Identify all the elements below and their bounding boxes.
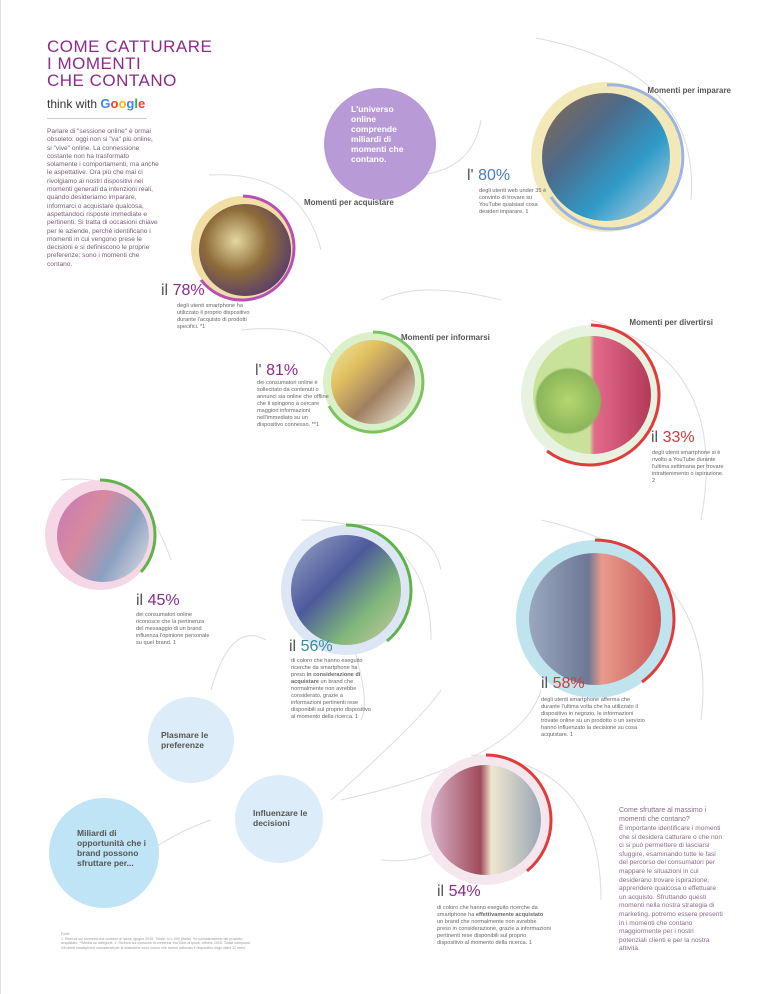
divertirsi-desc: degli utenti smartphone si è rivolto a YouTube durante l'ultima settimana per trovare intrattenimento o ispirazione. 2 — [652, 450, 724, 484]
google-wordmark: Google — [100, 96, 146, 111]
sources-text: 1. Ricerca sui momenti che contano di Ipsos, giugno 2015. Totale: n=1.000 (Italia). *In considerazione del prodotto acquistato. **Media su categorie. 2. Ricerca sul consumo di contenuti YouTube di Ipsos, ottobre 2015. Totale campione. Gli utenti smartphone considerati per le statistiche sono coloro che hanno utilizzato il dispositivo negli ultimi 12 mesi. — [61, 936, 251, 950]
stat54-desc: di coloro che hanno eseguito ricerche da smartphone ha effettivamente acquistato un brand che normalmente non avrebbe preso in considerazione, grazie a informazioni pertinenti rese disponibili sul proprio dispositivo al momento della ricerca. 1 — [437, 905, 551, 946]
stat58-desc: degli utenti smartphone afferma che durante l'ultima volta che ha utilizzato il dispositivo in negozio, le informazioni trovate online su un prodotto o un servizio hanno influenzato la decisione su cosa acquistare. 1 — [541, 697, 645, 738]
stat56-desc: di coloro che hanno eseguito ricerche da smartphone ha preso in considerazione di acquistare un brand che normalmente non avrebbe considerato, grazie a informazioni pertinenti rese disponibili sul proprio dispositivo al momento della ricerca. 1 — [291, 658, 371, 720]
stat58: il 58% — [541, 675, 585, 692]
imparare-desc: degli utenti web under 35 è convinto di trovare su YouTube qualsiasi cosa desideri imparare. 1 — [479, 188, 547, 215]
title-line-3: CHE CONTANO — [47, 71, 177, 90]
brand-prefix: think with — [47, 97, 98, 111]
stat54-ring — [417, 751, 555, 889]
divertirsi-stat: il 33% — [651, 429, 695, 446]
imparare-ring — [529, 79, 685, 235]
closing-question: Come sfruttare al massimo i momenti che contano? — [619, 807, 707, 823]
brand-logo — [47, 96, 145, 111]
stat54: il 54% — [437, 883, 481, 900]
stat56: il 56% — [289, 638, 333, 655]
informarsi-label: Momenti per informarsi — [401, 333, 490, 342]
acquistare-desc: degli utenti smartphone ha utilizzato il proprio dispositivo durante l'acquisto di prodotti specifici. *1 — [177, 303, 250, 330]
informarsi-desc: dei consumatori online è sollecitato da contenuti o annunci sia online che offline che li spingono a cercare maggiori informazioni nell'immediato su un dispositivo connesso. **1 — [257, 380, 329, 428]
title-line-1: COME CATTURARE — [47, 37, 213, 56]
sources-label: Fonti: — [61, 932, 70, 936]
hero-bubble-text: L'universo online comprende miliardi di momenti che contano. — [351, 104, 404, 164]
stat58-ring — [512, 536, 678, 702]
divertirsi-ring — [517, 321, 665, 469]
informarsi-stat: l' 81% — [255, 362, 299, 379]
sources-notes — [61, 932, 251, 950]
plasmare-text: Plasmare le preferenze — [161, 730, 209, 750]
stat45: il 45% — [136, 592, 180, 609]
influenzare-text: Influenzare le decisioni — [253, 808, 308, 828]
miliardi-text: Miliardi di opportunità che i brand possono sfruttare per... — [77, 828, 146, 868]
imparare-stat: l' 80% — [467, 167, 511, 184]
stat45-ring — [41, 476, 159, 594]
title-line-2: I MOMENTI — [47, 54, 142, 73]
acquistare-label: Momenti per acquistare — [304, 198, 394, 207]
page-title — [47, 38, 212, 89]
imparare-label: Momenti per imparare — [647, 86, 731, 95]
stat45-desc: dei consumatori online riconosce che la pertinenza del messaggio di un brand influenza l'opinione personale su quel brand. 1 — [136, 612, 210, 646]
intro-text: Parlare di "sessione online" è ormai obsoleto: oggi non si "va" più online, si "vive" online. La connessione costante non ha trasformato solamente i comportamenti, ma anche le aspettative. Ora più che mai ci rivolgiamo ai nostri dispositivi nei momenti generati da intenzioni reali, quando desideriamo imparare, informarci o acquistare qualcosa, aspettandoci risposte immediate e pertinenti. Si tratta di occasioni chiave per le aziende, perché identificano i momenti in cui vengono prese le decisioni e si definiscono le proprie preferenze: sono i momenti che contano. — [47, 128, 159, 268]
informarsi-ring — [319, 328, 427, 436]
acquistare-stat: il 78% — [161, 282, 205, 299]
closing-body: È importante identificare i momenti che si desidera catturare o che non ci si può permettere di lasciarsi sfuggire, esaminando tutte le fasi del percorso dei consumatori per mappare le situazioni in cui desiderano trovare ispirazione, apprendere qualcosa o effettuare un acquisto. Sfruttando questi momenti nella nostra strategia di marketing, potremo essere presenti in i momenti che contano maggiormente per i nostri potenziali clienti e per la nostra attività. — [619, 825, 723, 953]
divertirsi-label: Momenti per divertirsi — [629, 318, 713, 327]
divider — [47, 118, 147, 119]
